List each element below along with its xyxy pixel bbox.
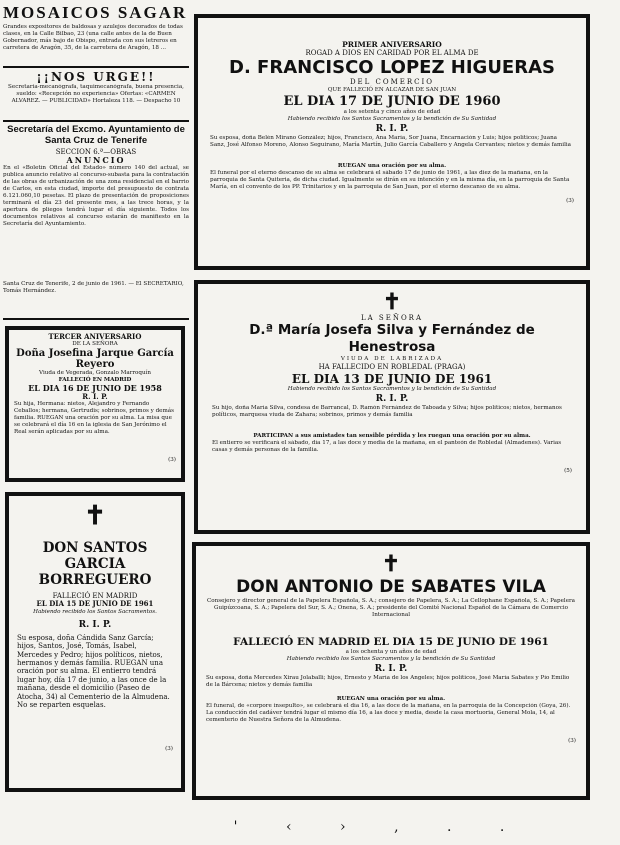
obit-higueras <box>194 14 590 270</box>
silva-rip: R. I. P. <box>375 393 409 404</box>
borreguero-name-1: DON SANTOS GARCIA <box>42 540 148 572</box>
secretaria-title: Secretaría del Excmo. Ayuntamiento de Santa Cruz de Tenerife <box>7 124 185 146</box>
borreguero-body: Su esposa, doña Cándida Sanz García; hijos, Santos, José, Tomás, Isabel, Mercedes y Pedro; hijos políticos, nietos, hermanos y demás familia. RUEGAN una oración por su alma. El entierro tendrá lugar hoy, día 17 de junio, a las once de la mañana, desde el domicilio (Paseo de Atocha, 34) al Cementerio de la Almudena. No se reparten esquelas. <box>17 633 170 710</box>
higueras-family: Su esposa, doña Belén Mirano González; hijos, Francisco, Ana María, Sor Juana, Encarnación y Luis; hijos políticos; Juana Sanz, José Alfonso Moreno, Alonso Seguirano, María Martín, Julio García Caballero y Angela Cervantes; nietos y demás familia <box>210 134 572 148</box>
borreguero-date: EL DIA 15 DE JUNIO DE 1961 <box>36 599 154 609</box>
silva-widow: VIUDA DE LABRIZADA <box>340 356 444 363</box>
sabates-age: a los ochenta y un años de edad <box>345 649 437 655</box>
tercer-date: EL DIA 16 DE JUNIO DE 1958 <box>28 383 162 393</box>
silva-died: HA FALLECIDO EN ROBLEDAL (PRAGA) <box>318 363 466 372</box>
ad-secretaria <box>3 124 189 320</box>
ad-urge <box>3 70 189 122</box>
silva-date: EL DIA 13 DE JUNIO DE 1961 <box>291 371 493 386</box>
borreguero-num: (3) <box>165 745 173 752</box>
borreguero-name-2: BORREGUERO <box>38 572 152 588</box>
higueras-occupation: DEL COMERCIO <box>349 78 435 87</box>
secretaria-footer: Santa Cruz de Tenerife, 2 de junio de 1961. — El SECRETARIO, Tomás Hernández. <box>3 281 184 295</box>
higueras-pray2: RUEGAN una oración por su alma. <box>337 162 447 169</box>
tercer-num: (3) <box>168 457 176 463</box>
obit-borreguero <box>5 492 185 792</box>
silva-family: Su hijo, doña María Silva, condesa de Barrancal, D. Ramón Fernández de Taboada y Silva; hijos políticos; nietos, hermanos políticos, marquesa viuda de Zahara; sobrinos, primos y demás familia <box>212 404 562 418</box>
silva-name: D.ª María Josefa Silva y Fernández de Henestrosa <box>249 322 535 356</box>
tercer-rip: R. I. P. <box>82 392 108 401</box>
higueras-date: EL DIA 17 DE JUNIO DE 1960 <box>283 93 501 109</box>
silva-participate: PARTICIPAN a sus amistades tan sensible pérdida y les ruegan una oración por su alma. <box>253 432 531 439</box>
ad-urge-title: ¡¡NOS URGE!! <box>36 70 156 84</box>
secretaria-section: SECCION 6.ª—OBRAS <box>55 148 137 156</box>
borreguero-died: FALLECIÓ EN MADRID <box>52 592 138 600</box>
obit-tercer-aniversario <box>5 326 185 482</box>
sabates-career: Consejero y director general de la Papelera Española, S. A.; consejero de Papelera, S. A.; La Cellophane Española, S. A.; Papelera Guipúzcoana, S. A.; Papelera del Sur, S. A.; Onena, S. A.; presidente del Comité Nacional Español de la Cámara de Comercio Internacional <box>206 598 576 618</box>
sabates-received: Habiendo recibido los Santos Sacramentos y la bendición de Su Santidad <box>286 656 496 662</box>
higueras-died: QUE FALLECIÓ EN ALCAZAR DE SAN JUAN <box>327 86 457 93</box>
higueras-rip: R. I. P. <box>375 123 409 134</box>
higueras-received: Habiendo recibido los Santos Sacramentos y la bendición de Su Santidad <box>287 115 497 122</box>
tercer-name: Doña Josefina Jarque García Reyero <box>16 348 174 370</box>
borreguero-received: Habiendo recibido los Santos Sacramentos. <box>33 608 157 615</box>
higueras-pray: ROGAD A DIOS EN CARIDAD POR EL ALMA DE <box>305 49 479 57</box>
ad-mosaicos-body: Grandes expositores de baldosas y azulejos decorados de todas clases, en la Calle Bilbao, 23 (una calle antes de la de Buen Gobernador, más bajo de Obispo, entrada con sus letreros en carretera de Aragón, 35, de la carretera de Aragón, 18 ... <box>3 24 183 51</box>
sabates-num: (3) <box>568 738 576 744</box>
secretaria-subtitle: ANUNCIO <box>66 155 126 166</box>
obit-silva <box>194 280 590 534</box>
sabates-pray: RUEGAN una oración por su alma. <box>336 696 446 702</box>
tercer-heading: TERCER ANIVERSARIO <box>48 332 142 341</box>
tercer-of: DE LA SEÑORA <box>72 341 118 347</box>
ad-mosaicos-title: MOSAICOS SAGAR <box>3 3 188 22</box>
borreguero-rip: R. I. P. <box>78 619 112 630</box>
sabates-family: Su esposa, doña Mercedes Xirau Jolaballi; hijos, Ernesto y María de los Ángeles; hijos políticos, José María Sabates y Pío Emilio de la Bárcena; nietos y demás familia <box>206 675 570 688</box>
ad-urge-body: Secretaria-mecanógrafa, taquimecanógrafa, buena presencia, sueldo: «Recepción no experiencia» Ofertas: «CARMEN ALVAREZ. — PUBLICIDAD» Hortaleza 118. — Despacho 10 <box>8 84 184 104</box>
secretaria-body: En el «Boletín Oficial del Estado» número 140 del actual, se publica anuncio relativo al concurso-subasta para la contratación de las obras de urbanización de una zona residencial en el barrio de Carlos, en esta ciudad, importe del presupuesto de contrata 6.121.060,10 pesetas. El plazo de presentación de proposiciones terminará el día 23 del presente mes, a las trece horas, y la apertura de pliegos tendrá lugar el día siguiente. Todos los documentos relativos al concurso estarán de manifiesto en la Secretaría del Ayuntamiento. <box>3 165 189 228</box>
cross-icon: ✝ <box>381 551 401 577</box>
footer-marks: ' ‹ › , . . <box>233 819 527 835</box>
cross-icon: ✝ <box>382 289 402 315</box>
higueras-num: (3) <box>566 197 574 204</box>
sabates-rip: R. I. P. <box>374 664 408 674</box>
sabates-name: DON ANTONIO DE SABATES VILA <box>236 577 546 597</box>
silva-burial: El entierro se verificará el sábado, día 17, a las doce y media de la mañana, en el panteón de Robledal (Almadenes). Varias casas y demás personas de la familia. <box>212 439 562 453</box>
obit-sabates <box>192 542 590 800</box>
tercer-died: FALLECIÓ EN MADRID <box>58 377 132 383</box>
silva-la-senora: LA SEÑORA <box>360 314 424 322</box>
cross-icon: ✝ <box>84 501 106 531</box>
higueras-heading: PRIMER ANIVERSARIO <box>342 40 442 49</box>
higueras-funeral: El funeral por el eterno descanso de su alma se celebrará el sábado 17 de junio de 1961, a las diez de la mañana, en la parroquia de Santa Quiteria, de dicha ciudad. Igualmente se dirán en su intención y en la misma día, en la parroquia de Santa María, en el convento de los PP. Trinitarios y en la parroquia de San Juan, por el eterno descanso de su alma. <box>210 169 570 190</box>
ad-mosaicos <box>3 4 189 68</box>
silva-num: (5) <box>564 467 572 474</box>
tercer-body: Su hija, Hermana: nietos, Alejandro y Fernando Ceballos; hermana, Gertrudis; sobrinos, primos y demás familia. RUEGAN una oración por su alma. La misa que se celebrará el día 16 en la iglesia de San Jerónimo el Real serán aplicadas por su alma. <box>14 401 174 435</box>
sabates-died: FALLECIÓ EN MADRID EL DIA 15 DE JUNIO DE 1961 <box>233 636 549 648</box>
higueras-age: a los setenta y cinco años de edad <box>343 108 441 115</box>
higueras-name: D. FRANCISCO LOPEZ HIGUERAS <box>229 57 555 79</box>
tercer-detail: Viuda de Vegerada, Gonzalo Marroquín <box>39 370 151 376</box>
silva-received: Habiendo recibido los Santos Sacramentos y la bendición de Su Santidad <box>287 385 497 392</box>
sabates-funeral: El funeral, de «corpore insepulto», se celebrará el día 16, a las doce de la mañana, en la parroquia de la Concepción (Goya, 26). La conducción del cadáver tendrá lugar el mismo día 16, a las doce y media, desde la casa mortuoria, General Mola, 14, al cementerio de Nuestra Señora de la Almudena. <box>206 703 571 723</box>
